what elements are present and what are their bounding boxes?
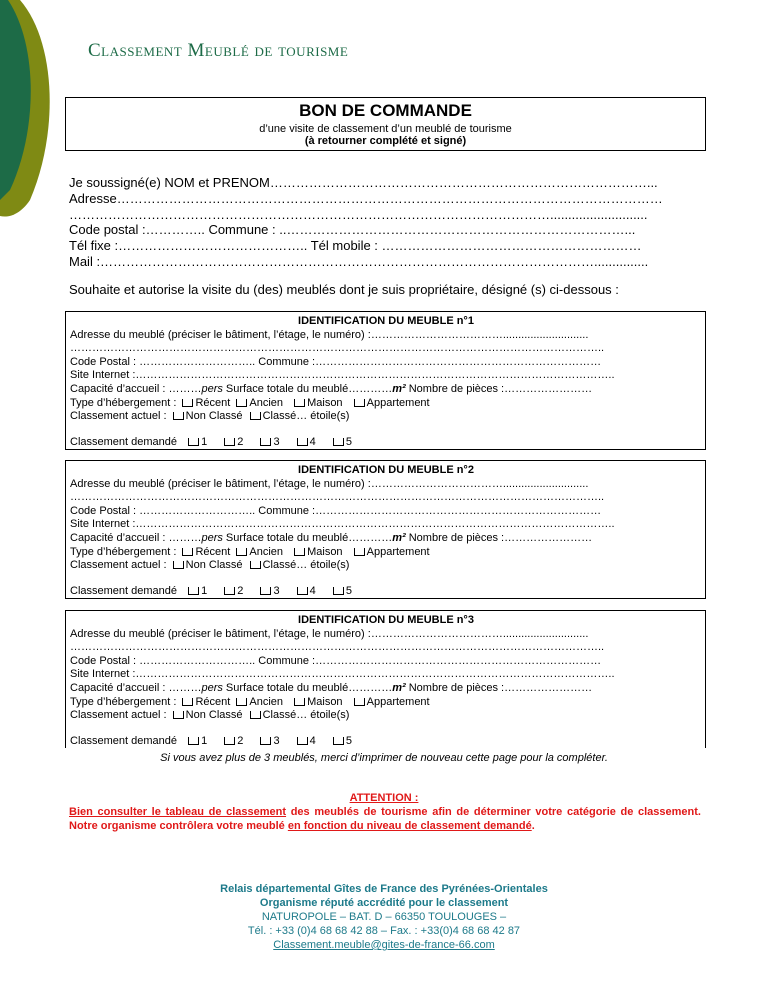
meuble-address-field[interactable]: Adresse du meublé (préciser le bâtiment, l’étage, le numéro) :………………………………............................	[70, 627, 589, 640]
current-class-option-classe: Classé… étoile(s)	[262, 559, 350, 572]
type-option-ancien: Ancien	[249, 695, 284, 708]
title-box	[65, 97, 706, 151]
meuble-requested-class-line	[70, 585, 702, 599]
type-checkbox-recent[interactable]	[182, 548, 193, 556]
current-class-label: Classement actuel :	[70, 559, 167, 572]
current-class-checkbox-non-classe[interactable]	[173, 561, 184, 569]
document-subtitle: d’une visite de classement d’un meublé de tourisme	[259, 123, 512, 135]
surface-label: Surface totale du meublé…………	[222, 531, 393, 544]
document-title: BON DE COMMANDE	[299, 101, 472, 120]
type-checkbox-ancien[interactable]	[236, 698, 247, 706]
phone-field[interactable]: Tél fixe :…………………………………….. Tél mobile : ……………………………………………………	[69, 238, 642, 254]
meuble-website-field[interactable]: Site Internet :…………………………………………………………………………………………………………………..	[70, 518, 615, 531]
postal-code-field[interactable]: Code postal :………….. Commune : ..……………………………………………………………………...	[69, 222, 636, 238]
type-checkbox-maison[interactable]	[294, 399, 305, 407]
meuble-current-class-line	[70, 709, 702, 723]
footer-phone-fax: Tél. : +33 (0)4 68 68 42 88 – Fax. : +33(0)4 68 68 42 87	[247, 925, 521, 937]
meuble-title: IDENTIFICATION DU MEUBLE n°1	[298, 315, 474, 327]
attention-title: ATTENTION :	[349, 792, 419, 804]
footer-organization: Relais départemental Gîtes de France des Pyrénées-Orientales	[220, 883, 548, 895]
requested-class-checkbox-1[interactable]	[188, 587, 199, 595]
meuble-title: IDENTIFICATION DU MEUBLE n°2	[298, 464, 474, 476]
type-option-recent: Récent	[195, 396, 231, 409]
requested-class-option-2: 2	[237, 734, 244, 747]
type-option-appartement: Appartement	[366, 695, 430, 708]
meuble-type-line	[70, 397, 702, 411]
header-title: Classement Meublé de tourisme	[88, 40, 349, 61]
meuble-capacity-line[interactable]	[70, 383, 702, 397]
footer-accreditation: Organisme réputé accrédité pour le classement	[259, 897, 509, 909]
requested-class-checkbox-1[interactable]	[188, 737, 199, 745]
requested-class-checkbox-3[interactable]	[260, 438, 271, 446]
current-class-checkbox-classe[interactable]	[250, 561, 261, 569]
surface-unit: m²	[392, 382, 406, 395]
requested-class-checkbox-2[interactable]	[224, 737, 235, 745]
requested-class-option-1: 1	[201, 435, 208, 448]
address-field[interactable]: Adresse………………………………………………………………………………………………………………	[69, 190, 663, 206]
type-checkbox-appartement[interactable]	[354, 548, 365, 556]
requested-class-checkbox-4[interactable]	[297, 438, 308, 446]
meuble-address-field-2[interactable]: ………………………………………………………………………………………………………………………………..	[70, 342, 605, 355]
meuble-box-3	[65, 610, 706, 748]
rooms-label: Nombre de pièces :……………………	[405, 681, 593, 694]
requested-class-option-3: 3	[273, 435, 280, 448]
surface-label: Surface totale du meublé…………	[222, 681, 393, 694]
meuble-postal-code-field[interactable]: Code Postal : ………………………….. Commune :……………………………………………………………………	[70, 654, 602, 667]
requested-class-checkbox-5[interactable]	[333, 587, 344, 595]
current-class-option-classe: Classé… étoile(s)	[262, 709, 350, 722]
current-class-option-classe: Classé… étoile(s)	[262, 410, 350, 423]
requested-class-checkbox-3[interactable]	[260, 737, 271, 745]
requested-class-label: Classement demandé	[70, 734, 178, 747]
requested-class-label: Classement demandé	[70, 584, 178, 597]
requested-class-checkbox-3[interactable]	[260, 587, 271, 595]
rooms-label: Nombre de pièces :……………………	[405, 382, 593, 395]
current-class-checkbox-classe[interactable]	[250, 711, 261, 719]
requested-class-option-2: 2	[237, 435, 244, 448]
intro-text: Souhaite et autorise la visite du (des) meublés dont je suis propriétaire, désigné (s) ci-dessous :	[69, 282, 619, 297]
requested-class-checkbox-5[interactable]	[333, 438, 344, 446]
current-class-checkbox-non-classe[interactable]	[173, 711, 184, 719]
surface-unit: m²	[392, 681, 406, 694]
requested-class-option-5: 5	[345, 734, 352, 747]
type-label: Type d’hébergement :	[70, 396, 177, 409]
attention-text: des meublés de tourisme afin de déterminer votre catégorie de classement. Notre organisme contrôlera votre meublé	[69, 806, 701, 832]
contact-section	[69, 175, 709, 270]
current-class-label: Classement actuel :	[70, 410, 167, 423]
footer-address: NATUROPOLE – BAT. D – 66350 TOULOUGES –	[261, 911, 507, 923]
surface-label: Surface totale du meublé…………	[222, 382, 393, 395]
type-option-appartement: Appartement	[366, 545, 430, 558]
type-option-recent: Récent	[195, 545, 231, 558]
meuble-capacity-line[interactable]	[70, 532, 702, 546]
type-option-maison: Maison	[307, 396, 343, 409]
type-checkbox-appartement[interactable]	[354, 399, 365, 407]
meuble-box-2	[65, 460, 706, 599]
requested-class-option-4: 4	[309, 584, 316, 597]
meuble-website-field[interactable]: Site Internet :…………………………………………………………………………………………………………………..	[70, 668, 615, 681]
requested-class-option-4: 4	[309, 435, 316, 448]
current-class-option-non-classe: Non Classé	[185, 559, 243, 572]
attention-emphasis: en fonction du niveau de classement demandé	[287, 820, 532, 832]
type-option-ancien: Ancien	[249, 396, 284, 409]
capacity-label: Capacité d’accueil : ………	[70, 681, 202, 694]
address-field-2[interactable]: …………………………………………………………………………………………………...........................	[69, 206, 648, 222]
meuble-title: IDENTIFICATION DU MEUBLE n°3	[298, 614, 474, 626]
requested-class-option-5: 5	[345, 584, 352, 597]
current-class-option-non-classe: Non Classé	[185, 410, 243, 423]
requested-class-option-4: 4	[309, 734, 316, 747]
capacity-label: Capacité d’accueil : ………	[70, 382, 202, 395]
requested-class-checkbox-5[interactable]	[333, 737, 344, 745]
reprint-note: Si vous avez plus de 3 meublés, merci d’imprimer de nouveau cette page pour la compléter.	[160, 752, 608, 764]
requested-class-option-3: 3	[273, 584, 280, 597]
meuble-requested-class-line	[70, 735, 702, 749]
type-checkbox-appartement[interactable]	[354, 698, 365, 706]
current-class-label: Classement actuel :	[70, 709, 167, 722]
current-class-checkbox-non-classe[interactable]	[173, 412, 184, 420]
type-checkbox-ancien[interactable]	[236, 399, 247, 407]
meuble-address-field[interactable]: Adresse du meublé (préciser le bâtiment, l’étage, le numéro) :………………………………............................	[70, 477, 589, 490]
meuble-address-field-2[interactable]: ………………………………………………………………………………………………………………………………..	[70, 491, 605, 504]
current-class-checkbox-classe[interactable]	[250, 412, 261, 420]
requested-class-option-1: 1	[201, 584, 208, 597]
requested-class-checkbox-4[interactable]	[297, 737, 308, 745]
requested-class-checkbox-1[interactable]	[188, 438, 199, 446]
current-class-option-non-classe: Non Classé	[185, 709, 243, 722]
meuble-postal-code-field[interactable]: Code Postal : ………………………….. Commune :……………………………………………………………………	[70, 355, 602, 368]
type-option-recent: Récent	[195, 695, 231, 708]
type-option-maison: Maison	[307, 695, 343, 708]
meuble-address-field[interactable]: Adresse du meublé (préciser le bâtiment, l’étage, le numéro) :………………………………............................	[70, 328, 589, 341]
name-field[interactable]: Je soussigné(e) NOM et PRENOM……………………………………………………………………………...	[69, 175, 658, 190]
type-checkbox-ancien[interactable]	[236, 548, 247, 556]
meuble-current-class-line	[70, 559, 702, 573]
type-option-maison: Maison	[307, 545, 343, 558]
meuble-type-line	[70, 696, 702, 710]
capacity-unit: pers	[201, 681, 223, 694]
email-field[interactable]: Mail :……………………………………………………………………………………………………...............	[69, 253, 649, 269]
meuble-current-class-line	[70, 410, 702, 424]
meuble-type-line	[70, 546, 702, 560]
document-subtitle-note: (à retourner complété et signé)	[304, 135, 467, 147]
capacity-unit: pers	[201, 531, 223, 544]
requested-class-option-2: 2	[237, 584, 244, 597]
meuble-capacity-line[interactable]	[70, 682, 702, 696]
type-checkbox-maison[interactable]	[294, 698, 305, 706]
attention-body	[69, 805, 701, 833]
meuble-postal-code-field[interactable]: Code Postal : ………………………….. Commune :……………………………………………………………………	[70, 504, 602, 517]
requested-class-checkbox-4[interactable]	[297, 587, 308, 595]
type-option-appartement: Appartement	[366, 396, 430, 409]
type-label: Type d’hébergement :	[70, 545, 177, 558]
type-checkbox-recent[interactable]	[182, 399, 193, 407]
capacity-unit: pers	[201, 382, 223, 395]
meuble-address-field-2[interactable]: ………………………………………………………………………………………………………………………………..	[70, 641, 605, 654]
requested-class-label: Classement demandé	[70, 435, 178, 448]
requested-class-checkbox-2[interactable]	[224, 587, 235, 595]
footer	[0, 882, 768, 952]
capacity-label: Capacité d’accueil : ………	[70, 531, 202, 544]
attention-link-text: Bien consulter le tableau de classement	[69, 806, 287, 818]
type-checkbox-maison[interactable]	[294, 548, 305, 556]
type-label: Type d’hébergement :	[70, 695, 177, 708]
type-option-ancien: Ancien	[249, 545, 284, 558]
requested-class-option-3: 3	[273, 734, 280, 747]
footer-email-link[interactable]: Classement.meuble@gites-de-france-66.com	[273, 939, 495, 951]
meuble-box-1	[65, 311, 706, 450]
requested-class-option-1: 1	[201, 734, 208, 747]
requested-class-checkbox-2[interactable]	[224, 438, 235, 446]
rooms-label: Nombre de pièces :……………………	[405, 531, 593, 544]
attention-end: .	[531, 820, 535, 832]
type-checkbox-recent[interactable]	[182, 698, 193, 706]
requested-class-option-5: 5	[345, 435, 352, 448]
meuble-requested-class-line	[70, 436, 702, 450]
meuble-website-field[interactable]: Site Internet :…………………………………………………………………………………………………………………..	[70, 369, 615, 382]
surface-unit: m²	[392, 531, 406, 544]
